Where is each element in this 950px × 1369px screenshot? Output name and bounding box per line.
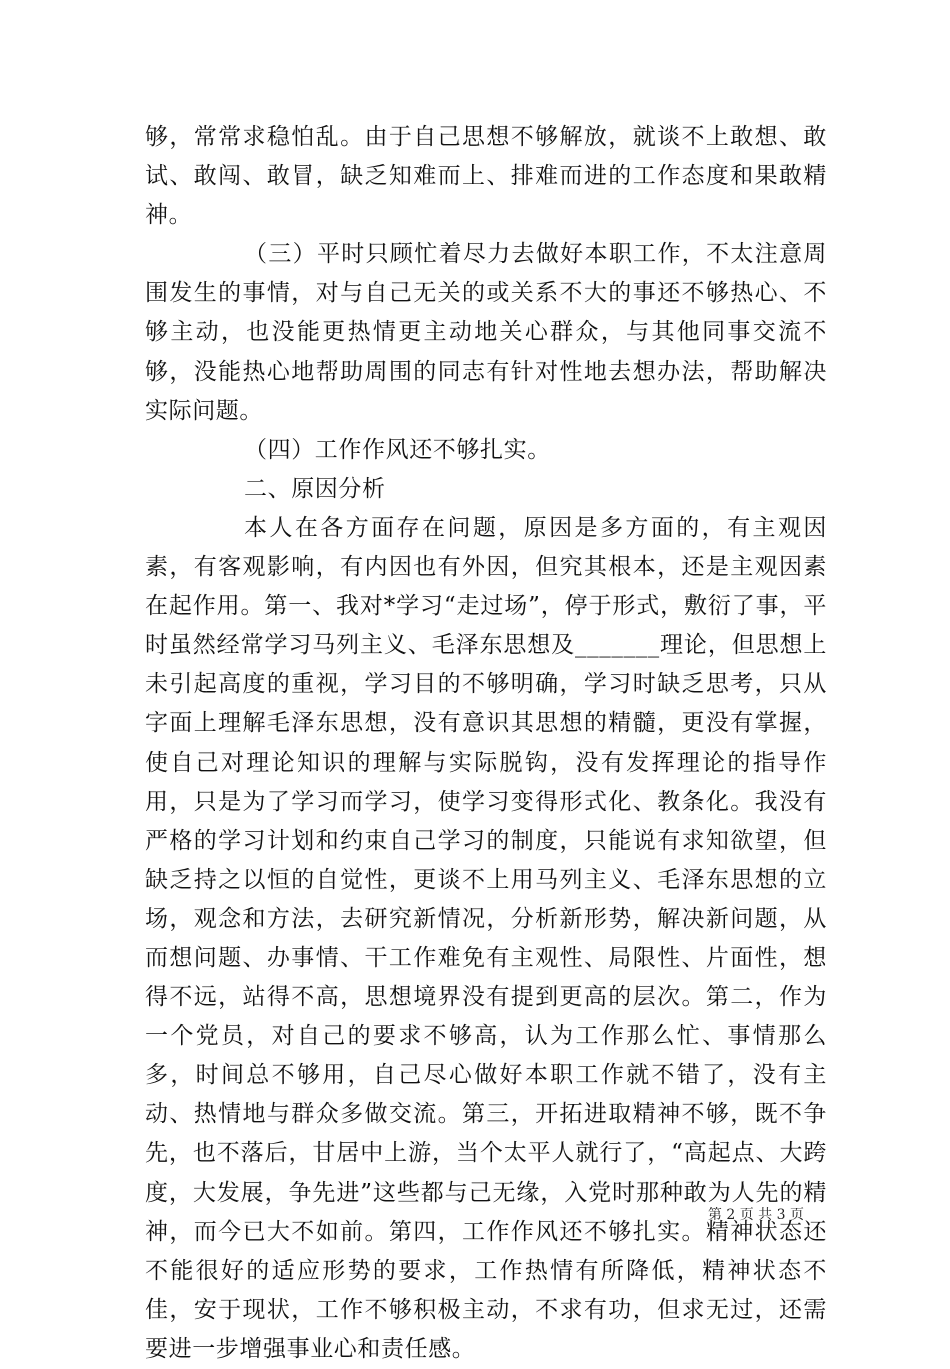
- paragraph-item-four: （四）工作作风还不够扎实。: [244, 436, 551, 463]
- paragraph-continuation: 够，常常求稳怕乱。由于自己思想不够解放，就谈不上敢想、敢试、敢闯、敢冒，缺乏知难而上、排难而进的工作态度和果敢精神。: [145, 124, 827, 229]
- page-number: 第 2 页 共 3 页: [707, 1207, 804, 1223]
- document-body: [145, 118, 827, 1369]
- paragraph-item-three: （三）平时只顾忙着尽力去做好本职工作，不太注意周围发生的事情，对与自己无关的或关系不大的事还不够热心、不够主动，也没能更热情更主动地关心群众，与其他同事交流不够，没能热心地帮助周围的同志有针对性地去想办法，帮助解决实际问题。: [145, 241, 827, 424]
- section-heading-cause-analysis: 二、原因分析: [244, 475, 386, 502]
- paragraph-cause-analysis: 本人在各方面存在问题，原因是多方面的，有主观因素，有客观影响，有内因也有外因，但究其根本，还是主观因素在起作用。第一、我对*学习“走过场”，停于形式，敷衍了事，平时虽然经常学习马列主义、毛泽东思想及_______理论，但思想上未引起高度的重视，学习目的不够明确，学习时缺乏思考，只从字面上理解毛泽东思想，没有意识其思想的精髓，更没有掌握，使自己对理论知识的理解与实际脱钩，没有发挥理论的指导作用，只是为了学习而学习，使学习变得形式化、教条化。我没有严格的学习计划和约束自己学习的制度，只能说有求知欲望，但缺乏持之以恒的自觉性，更谈不上用马列主义、毛泽东思想的立场，观念和方法，去研究新情况，分析新形势，解决新问题，从而想问题、办事情、干工作难免有主观性、局限性、片面性，想得不远，站得不高，思想境界没有提到更高的层次。第二，作为一个党员，对自己的要求不够高，认为工作那么忙、事情那么多，时间总不够用，自己尽心做好本职工作就不错了，没有主动、热情地与群众多做交流。第三，开拓进取精神不够，既不争先，也不落后，甘居中上游，当个太平人就行了，“高起点、大跨度，大发展，争先进”这些都与己无缘，入党时那种敢为人先的精神，而今已大不如前。第四，工作作风还不够扎实。精神状态还不能很好的适应形势的要求，工作热情有所降低，精神状态不佳，安于现状，工作不够积极主动，不求有功，但求无过，还需要进一步增强事业心和责任感。: [145, 514, 827, 1362]
